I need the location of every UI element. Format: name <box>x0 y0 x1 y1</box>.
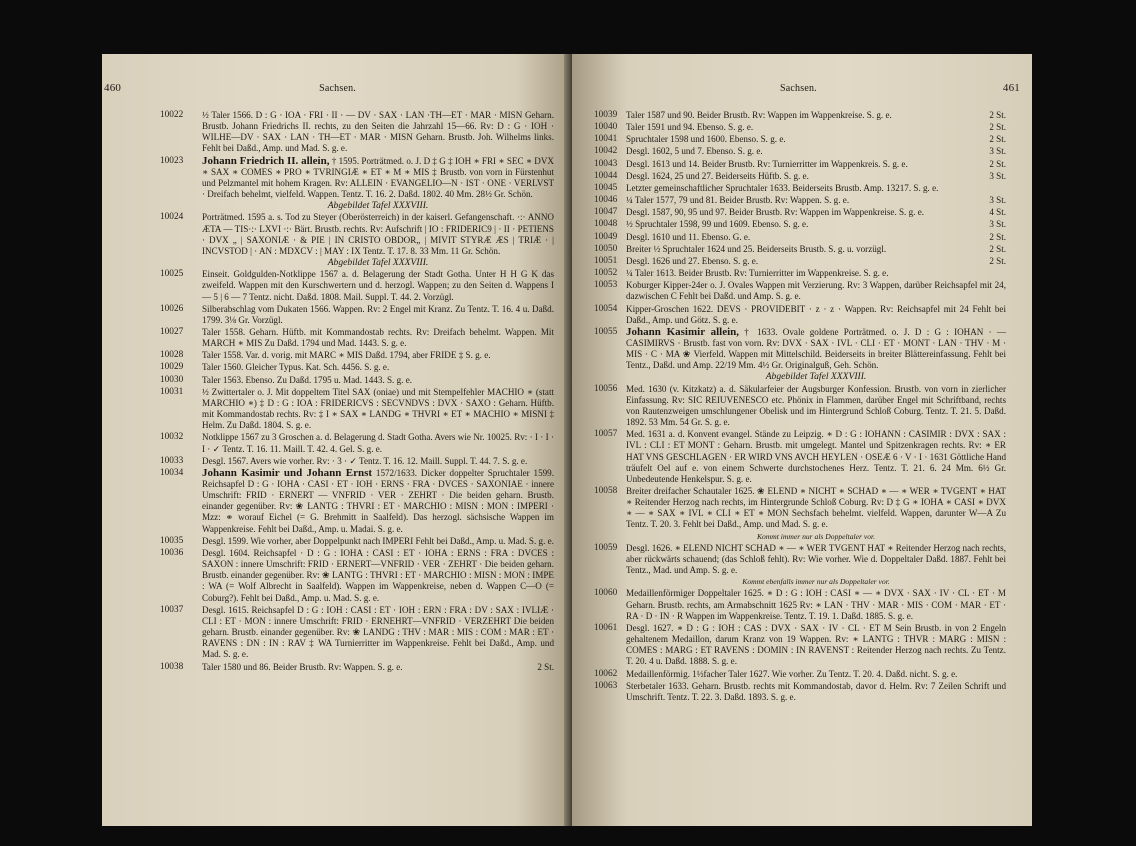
entry-text: Taler 1591 und 94. Ebenso. S. g. e. <box>626 122 754 133</box>
catalog-entry <box>594 623 1006 668</box>
entry-text: Desgl. 1599. Wie vorher, aber Doppelpunkt nach IMPERI Fehlt bei Daßd., Amp. u. Mad. S. g. e. <box>202 535 554 546</box>
entry-text: Koburger Kipper-24er o. J. Ovales Wappen mit Verzierung. Rv: 3 Wappen, darüber Reichsapfel mit 24, dazwischen C Fehlt bei Daßd. und Amp. S. g. e. <box>626 280 1006 302</box>
entry-body <box>626 588 1006 621</box>
catalog-entry <box>160 269 554 302</box>
ruler-name: Johann Kasimir allein, <box>626 325 740 338</box>
catalog-entry <box>160 432 554 454</box>
catalog-entry <box>594 280 1006 302</box>
catalog-entry <box>594 159 1006 170</box>
entry-text: ½ Spruchtaler 1598, 99 und 1609. Ebenso. S. g. e. <box>626 219 809 230</box>
entry-amount: 2 St. <box>989 110 1006 120</box>
entry-text: Breiter ½ Spruchtaler 1624 und 25. Beiderseits Brustb. S. g. u. vorzügl. <box>626 243 887 254</box>
entry-body <box>626 195 1006 206</box>
entry-body <box>626 543 1006 588</box>
entry-body <box>626 327 1006 383</box>
entry-text: Einseit. Goldgulden-Notklippe 1567 a. d. Belagerung der Stadt Gotha. Unter H H G K das zweifeld. Wappen mit den Kurschwertern und d. herzogl. Wappen; zu den Seiten d. Wappens I — 5 | 6 — 7 Tentz. nicht. Daßd. 1808. Mail. Suppl. T. 44. 2. Vorzügl. <box>202 269 554 302</box>
entry-number: 10028 <box>160 350 184 361</box>
entry-text: Sterbetaler 1633. Geharn. Brustb. rechts mit Kommandostab, davor d. Helm. Rv: 7 Zeilen Schrift und Umschrift. Tentz. T. 22. 3. Daßd. 1893. S. g. e. <box>626 680 1006 702</box>
catalog-entry <box>160 212 554 268</box>
left-entries <box>160 110 554 673</box>
entry-number: 10048 <box>594 219 618 230</box>
entry-text: † 1595. Porträtmed. o. J. D ‡ G ‡ IOH ∗ FRI ∗ SEC ∗ DVX ∗ SAX ∗ COMES ∗ PRO ∗ TVRINGIÆ ∗ ET ∗ M ∗ MIS ‡ Brustb. von vorn in Fürstenhut und Pelzmantel mit hohem Kragen. Rv: ALLEIN · EVANGELIO—N · IST · ONE · VERLVST · Dreifach behelmt, vielfeld. Wappen. Tentz. T. 16. 2. Daßd. 1802. 40 Mm. 28½ Gr. Schön. <box>202 155 554 200</box>
entry-body <box>202 156 554 212</box>
catalog-entry <box>594 304 1006 326</box>
entry-text: Desgl. 1604. Reichsapfel · D : G : IOHA : CASI : ET · IOHA : ERNS : FRA : DVCES : SAXON : innere Umschrift: FRID · ERNERT—VNFRID · VER · ZEHRT · Die beiden geharn. Brustb. einander gegenüber. Rv: ❀ LANTG : THVRI : ET · MARCHIO : MISN : MON : IMPE : WA (= Wolf Albrecht in Saalfeld). Wappen im Wappenkreise, neben d. Wappen C—O (= Coburg?). Fehlt bei Daßd., Amp. u. Mad. S. g. e. <box>202 547 554 603</box>
entry-body <box>626 146 1006 157</box>
entry-text: Taler 1558. Var. d. vorig. mit MARC ∗ MIS Daßd. 1794, aber FRIDE ‡ S. g. e. <box>202 350 491 361</box>
entry-text: Taler 1558. Geharn. Hüftb. mit Kommandostab rechts. Rv: Dreifach behelmt. Wappen. Mit MARCH ∗ MIS Zu Daßd. 1794 und Mad. 1443. S. g. e. <box>202 326 554 349</box>
catalog-entry <box>160 156 554 212</box>
entry-number: 10060 <box>594 588 618 599</box>
catalog-entry <box>594 171 1006 182</box>
entry-amount: 3 St. <box>989 170 1006 181</box>
catalog-entry <box>160 387 554 432</box>
catalog-entry <box>160 536 554 547</box>
entry-body <box>202 327 554 349</box>
entry-text: Taler 1560. Gleicher Typus. Kat. Sch. 4456. S. g. e. <box>202 362 390 373</box>
entry-body <box>202 432 554 454</box>
entry-number: 10044 <box>594 170 618 181</box>
entry-text: ½ Zwittertaler o. J. Mit doppeltem Titel SAX (oniae) und mit Stempelfehler MACHIO ∗ (statt MARCHIO ∗) ‡ D : G : IOA : FRIDERICVS : SECVNDVS : DVX · SAXO : Geharn. Hüftb. mit Kommandostab rechts. Rv: ‡ I ∗ SAX ∗ LANDG ∗ THVRI ∗ ET ∗ MACHIO ∗ MISNI ‡ Helm. Zu Daßd. 1804. S. g. e. <box>202 386 554 431</box>
entry-amount: 2 St. <box>989 231 1006 242</box>
entry-number: 10033 <box>160 455 184 466</box>
entry-body <box>202 387 554 432</box>
catalog-entry <box>160 110 554 155</box>
entry-body <box>626 171 1006 182</box>
entry-body <box>626 183 1006 194</box>
catalog-entry <box>160 605 554 661</box>
entry-number: 10038 <box>160 661 184 672</box>
entry-text: Desgl. 1613 und 14. Beider Brustb. Rv: Turnierritter im Wappenkreis. S. g. e. <box>626 158 908 169</box>
entry-body <box>202 536 554 547</box>
plate-caption: Abgebildet Tafel XXXVIII. <box>765 371 867 383</box>
catalog-entry <box>594 146 1006 157</box>
entry-body <box>202 304 554 326</box>
entry-body <box>202 456 554 467</box>
entry-number: 10039 <box>594 110 618 120</box>
entry-text: Desgl. 1610 und 11. Ebenso. G. e. <box>626 231 751 242</box>
catalog-entry <box>594 110 1006 121</box>
catalog-entry <box>160 375 554 386</box>
catalog-entry <box>160 350 554 361</box>
entry-body <box>626 304 1006 326</box>
plate-caption: Abgebildet Tafel XXXVIII. <box>327 257 429 269</box>
right-running-head <box>594 82 1020 102</box>
entry-number: 10050 <box>594 243 618 254</box>
entry-text: Silberabschlag vom Dukaten 1566. Wappen. Rv: 2 Engel mit Kranz. Zu Tentz. T. 16. 4 u. Daßd. 1799. 3⅛ Gr. Vorzügl. <box>202 303 554 325</box>
catalog-entry <box>594 669 1006 680</box>
entry-body <box>202 350 554 361</box>
entry-number: 10029 <box>160 362 184 373</box>
entry-text: 1572/1633. Dicker doppelter Spruchtaler 1599. Reichsapfel D : G · IOHA · CASI · ET · IOH · ERNS · FRA · DVCES · SAXONIAE · innere Umschrift: FRID · ERNERT — VNFRID · VER · ZEHRT · Die beiden geharn. Brustb. einander gegenüber. Rv: ❀ LANTG : THVRI : ET · MARCHIO : MISN : MON : IMPERI · Mzz: ⚭ worauf Eichel (= G. Brehmitt in Saalfeld). Das herzogl. sächsische Wappen im Wappenkreise. Fehlt bei Daßd., Amp. u. Madai. S. g. e. <box>202 467 554 534</box>
entry-text: Breiter dreifacher Schautaler 1625. ❀ ELEND ∗ NICHT ∗ SCHAD ∗ — ∗ WER ∗ TVGENT ∗ HAT ∗ Reitender Herzog nach rechts, im Hintergrunde Schloß Coburg. Rv: D ‡ G ∗ IOHA ∗ CASI ∗ DVX ∗ — ∗ SAX ∗ IVL ∗ CLI ∗ ET ∗ MON Sechsfach behelmt. vielfeld. Wappen, darunter W—A Zu Tentz. T. 20. 3. Fehlt bei Daßd., Amp. und Mad. S. g. e. <box>626 486 1006 530</box>
entry-amount: 3 St. <box>989 195 1006 206</box>
ruler-name: Johann Kasimir und Johann Ernst <box>202 466 373 479</box>
entry-note: Kommt ebenfalls immer nur als Doppeltaler vor. <box>742 577 890 587</box>
entry-amount: 3 St. <box>989 146 1006 157</box>
entry-number: 10024 <box>160 212 184 223</box>
entry-number: 10032 <box>160 432 184 443</box>
entry-text: Desgl. 1627. ∗ D : G : IOH : CAS : DVX · SAX · IV · CL · ET M Sein Brustb. in von 2 Engeln gehaltenem Medaillon, darum Kranz von 19 Wappen. Rv: ∗ LANTG : THVR : MARG : MISN : COMES : MARG : ET RAVENS : DOMIN : IN RAVENST : Reitender Herzog nach rechts. Zu Tentz. T. 20. 4 u. Daßd. 1888. S. g. e. <box>626 622 1006 667</box>
entry-body <box>626 256 1006 267</box>
entry-number: 10054 <box>594 303 618 314</box>
entry-body <box>626 110 1006 121</box>
entry-number: 10051 <box>594 255 618 266</box>
entry-body <box>626 219 1006 230</box>
entry-text: Taler 1587 und 90. Beider Brustb. Rv: Wappen im Wappenkreise. S. g. e. <box>626 110 892 120</box>
entry-body <box>202 110 554 155</box>
entry-body <box>626 244 1006 255</box>
entry-body <box>202 605 554 661</box>
entry-number: 10027 <box>160 326 184 337</box>
catalog-entry <box>160 662 554 673</box>
left-folio: 460 <box>104 82 122 94</box>
entry-body <box>626 681 1006 703</box>
entry-number: 10026 <box>160 303 184 314</box>
ruler-name: Johann Friedrich II. allein, <box>202 154 330 167</box>
catalog-entry <box>160 362 554 373</box>
catalog-entry <box>594 384 1006 429</box>
entry-number: 10061 <box>594 622 618 633</box>
entry-body <box>626 623 1006 668</box>
catalog-entry <box>594 232 1006 243</box>
entry-text: ¼ Taler 1577, 79 und 81. Beider Brustb. Rv: Wappen. S. g. e. <box>626 195 850 206</box>
entry-number: 10052 <box>594 268 618 279</box>
catalog-entry <box>594 183 1006 194</box>
catalog-entry <box>594 268 1006 279</box>
entry-text: Taler 1580 und 86. Beider Brustb. Rv: Wappen. S. g. e. <box>202 661 403 672</box>
entry-amount: 2 St. <box>989 122 1006 133</box>
entry-text: Desgl. 1587, 90, 95 und 97. Beider Brustb. Rv: Wappen im Wappenkreise. S. g. e. <box>626 207 925 218</box>
catalog-entry <box>594 486 1006 542</box>
entry-text: Desgl. 1626 und 27. Ebenso. S. g. e. <box>626 255 759 266</box>
right-folio: 461 <box>1002 82 1020 94</box>
entry-text: Notklippe 1567 zu 3 Groschen a. d. Belagerung d. Stadt Gotha. Avers wie Nr. 10025. Rv: · I · I · I · ✓ Tentz. T. 16. 11. Maill. T. 42. 4. Gel. S. g. e. <box>202 432 554 454</box>
entry-body <box>202 269 554 302</box>
entry-text: ¼ Taler 1613. Beider Brustb. Rv: Turnierritter im Wappenkreise. S. g. e. <box>626 268 889 279</box>
entry-body <box>202 468 554 535</box>
entry-body <box>626 134 1006 145</box>
catalog-entry <box>594 122 1006 133</box>
right-entries <box>594 110 1006 703</box>
entry-number: 10046 <box>594 195 618 206</box>
entry-body <box>626 486 1006 542</box>
left-running-head <box>104 82 554 102</box>
entry-number: 10025 <box>160 269 184 280</box>
entry-amount: 2 St. <box>989 255 1006 266</box>
catalog-entry <box>160 548 554 604</box>
entry-number: 10037 <box>160 604 184 615</box>
entry-body <box>202 662 554 673</box>
entry-amount: 3 St. <box>989 219 1006 230</box>
entry-number: 10041 <box>594 134 618 145</box>
entry-body <box>202 375 554 386</box>
entry-note: Kommt immer nur als Doppeltaler vor. <box>756 531 876 541</box>
entry-number: 10030 <box>160 374 184 385</box>
entry-number: 10059 <box>594 542 618 553</box>
entry-body <box>626 280 1006 302</box>
entry-body <box>626 122 1006 133</box>
entry-text: Medaillenförmig. 1½facher Taler 1627. Wie vorher. Zu Tentz. T. 20. 4. Daßd. nicht. S. g. e. <box>626 668 958 679</box>
entry-amount: 2 St. <box>537 661 554 672</box>
catalog-entry <box>594 429 1006 485</box>
catalog-entry <box>160 468 554 535</box>
entry-number: 10043 <box>594 158 618 169</box>
entry-number: 10063 <box>594 680 618 691</box>
entry-number: 10031 <box>160 386 184 397</box>
entry-number: 10055 <box>594 326 618 337</box>
entry-amount: 2 St. <box>989 243 1006 254</box>
entry-number: 10045 <box>594 182 618 193</box>
catalog-entry <box>594 681 1006 703</box>
entry-text: Desgl. 1626. ∗ ELEND NICHT SCHAD ∗ — ∗ WER TVGENT HAT ∗ Reitender Herzog nach rechts, aber rückwärts schauend; (das Schloß fehlt). Rv: Wie vorher. Wie d. Doppeltaler Daßd. 1887. Fehlt bei Tentz., Mad. und Amp. S. g. e. <box>626 542 1006 576</box>
entry-number: 10058 <box>594 486 618 496</box>
entry-text: Medaillenförmiger Doppeltaler 1625. ∗ D : G : IOH : CASI ∗ — ∗ DVX · SAX · IV · CL · ET · M Geharn. Brustb. rechts, am Armabschnitt 1625 Rv: ∗ LAN · THV · MAR · MIS · COM · MAR · ET · RA · D · IN · R Wappen im Wappenkreise. Tentz. T. 19. 1. Daßd. 1885. S. g. e. <box>626 588 1006 621</box>
entry-number: 10053 <box>594 280 618 291</box>
catalog-entry <box>594 219 1006 230</box>
catalog-entry <box>594 244 1006 255</box>
right-page <box>572 54 1032 826</box>
book-spread <box>4 14 1132 840</box>
entry-body <box>626 429 1006 485</box>
entry-number: 10049 <box>594 231 618 242</box>
entry-number: 10023 <box>160 155 184 166</box>
entry-number: 10022 <box>160 110 184 120</box>
entry-number: 10056 <box>594 383 618 394</box>
catalog-entry <box>160 304 554 326</box>
entry-text: Med. 1631 a. d. Konvent evangel. Stände zu Leipzig. ∗ D : G : IOHANN : CASIMIR : DVX : SAX : IVL : CLI : ET MONT : Geharn. Brustb. mit umgelegt. Mantel und Spitzenkragen rechts. Rv: ∗ ER HAT VNS GESCHLAGEN · ER WIRD VNS AVCH HEYLEN · OSEÆ 6 · V · I · 1631 Göttliche Hand träufelt Oel auf e. von einem Schwerte durchstochenes Herz. Tentz. T. 21. 6. 24 Mm. 6½ Gr. Unbedeutende Henkelspur. S. g. e. <box>626 429 1006 484</box>
catalog-entry <box>594 195 1006 206</box>
catalog-entry <box>594 134 1006 145</box>
catalog-entry <box>160 327 554 349</box>
entry-text: ½ Taler 1566. D : G · IOA · FRI · II · — DV · SAX · LAN ·TH—ET · MAR · MISN Geharn. Brustb. Johann Friedrichs II. rechts, zu den Seiten die Jahrzahl 15—66. Rv: D : G · IOH · WILHE—DV · SAX · LAN · TH—ET · MAR · MISN Geharn. Brustb. Joh. Wilhelms links. Fehlt bei Daßd., Amp. und Mad. S. g. e. <box>202 110 554 154</box>
entry-number: 10035 <box>160 535 184 546</box>
entry-text: Spruchtaler 1598 und 1600. Ebenso. S. g. e. <box>626 134 786 145</box>
entry-number: 10036 <box>160 547 184 558</box>
catalog-entry <box>594 207 1006 218</box>
entry-amount: 2 St. <box>989 158 1006 169</box>
entry-text: Desgl. 1602, 5 und 7. Ebenso. S. g. e. <box>626 146 763 157</box>
entry-body <box>626 268 1006 279</box>
left-header-title: Sachsen. <box>319 83 356 94</box>
entry-text: Desgl. 1615. Reichsapfel D : G : IOH : CASI : ET · IOH : ERN : FRA : DV : SAX : IVLIÆ · CLI : ET · MON : innere Umschrift: FRID · ERNEHRT—VNFRID · VERZEHRT Die beiden geharn. Brustb. einander gegenüber. Rv: ❀ LANDG : THV : MAR : MIS : COM : MAR : ET · RAVENS : DN : IN : RAV ‡ WA Turnierritter im Wappenkreise. Fehlt bei Daßd., Amp. und Mad. S. g. e. <box>202 604 554 660</box>
left-page <box>102 54 572 826</box>
catalog-entry <box>594 588 1006 621</box>
entry-text: Porträtmed. 1595 a. s. Tod zu Steyer (Oberösterreich) in der kaiserl. Gefangenschaft. ·:· ANNO ÆTA — TIS·:· LXVI ·:· Bärt. Brustb. rechts. Rv: Aufschrift | IO : FRIDERIC9 | · II · PETIENS · DVX „ | SAXONIÆ · & PIE | IN CRISTO OBDOR„ | MIVIT STYRÆ ÆS | TRIÆ · | INCVSTOD | · AN : MDXCV : | MAY : IX Tentz. T. 17. 8. 33 Mm. 11 Gr. Schön. <box>202 212 554 256</box>
entry-body <box>626 159 1006 170</box>
entry-amount: 4 St. <box>989 207 1006 218</box>
entry-text: Med. 1630 (v. Kitzkatz) a. d. Säkularfeier der Augsburger Konfession. Brustb. von vorn in zierlicher Einfassung. Rv: SIC REIUVENESCO etc. Phönix in Flammen, darüber Engel mit Schriftband, rechts von Rautenzweigen umschlungener Obelisk und im Hintergrund Schloß Coburg. Tentz. T. 21. 5. Daßd. 1892. 53 Mm. 54 Gr. S. g. e. <box>626 383 1006 428</box>
entry-number: 10062 <box>594 668 618 679</box>
right-header-title: Sachsen. <box>780 83 817 94</box>
catalog-entry <box>594 256 1006 267</box>
entry-text: † 1633. Ovale goldene Porträtmed. o. J. D : G : IOHAN · — CASIMIRVS · Brustb. fast von vorn. Rv: DVX · SAX · IVL · CLI · ET · MONT · LAN · THV · M · MIS · C · MA ❀ Vierfeld. Wappen mit Mittelschild. Beiderseits in breiter Blättereinfassung. Fehlt bei Tentz., Daßd. und Amp. 22/19 Mm. 4½ Gr. Originalguß, Geh. Schön. <box>626 326 1006 371</box>
catalog-entry <box>594 327 1006 383</box>
entry-number: 10040 <box>594 122 618 133</box>
entry-body <box>626 232 1006 243</box>
entry-text: Kipper-Groschen 1622. DEVS · PROVIDEBIT · z · z · Wappen. Rv: Reichsapfel mit 24 Fehlt bei Daßd., Amp. und Götz. S. g. e. <box>626 303 1006 325</box>
entry-number: 10034 <box>160 467 184 478</box>
entry-body <box>202 212 554 268</box>
entry-body <box>202 548 554 604</box>
entry-number: 10057 <box>594 429 618 440</box>
plate-caption: Abgebildet Tafel XXXVIII. <box>327 200 429 212</box>
entry-text: Taler 1563. Ebenso. Zu Daßd. 1795 u. Mad. 1443. S. g. e. <box>202 374 413 385</box>
entry-body <box>626 207 1006 218</box>
entry-text: Desgl. 1567. Avers wie vorher. Rv: · 3 · ✓ Tentz. T. 16. 12. Maill. Suppl. T. 44. 7. S. g. e. <box>202 455 528 466</box>
entry-body <box>626 384 1006 429</box>
catalog-entry <box>594 543 1006 588</box>
entry-body <box>202 362 554 373</box>
entry-body <box>626 669 1006 680</box>
entry-number: 10047 <box>594 207 618 218</box>
entry-number: 10042 <box>594 146 618 157</box>
entry-text: Letzter gemeinschaftlicher Spruchtaler 1633. Beiderseits Brustb. Amp. 13217. S. g. e. <box>626 182 939 193</box>
catalog-entry <box>160 456 554 467</box>
entry-amount: 2 St. <box>989 134 1006 145</box>
entry-text: Desgl. 1624, 25 und 27. Beiderseits Hüftb. S. g. e. <box>626 170 809 181</box>
